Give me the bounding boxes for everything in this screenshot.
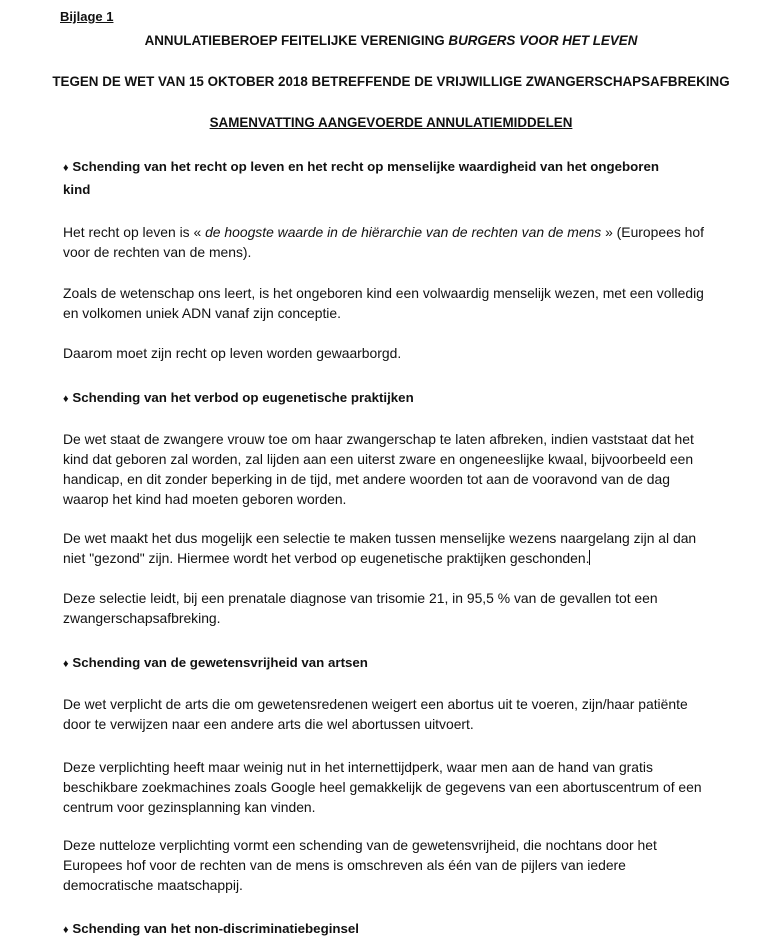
paragraph-text: » (Europees hof voor de rechten van de mens).	[63, 224, 704, 260]
diamond-bullet-icon: ♦	[63, 924, 69, 936]
paragraph: Daarom moet zijn recht op leven worden gewaarborgd.	[63, 345, 402, 361]
section-heading-eugenics	[63, 387, 683, 410]
section-heading-right-to-life	[63, 156, 683, 200]
title-line-1-text: ANNULATIEBEROEP FEITELIJKE VERENIGING	[144, 33, 449, 48]
paragraph	[63, 528, 713, 568]
section-heading-text: Schending van het recht op leven en het recht op menselijke waardigheid van het ongeboren	[72, 159, 659, 174]
paragraph: Zoals de wetenschap ons leert, is het ongeboren kind een volwaardig menselijk wezen, met een volledig en volkomen uniek ADN vanaf zijn conceptie.	[63, 285, 704, 321]
section-heading-text: Schending van de gewetensvrijheid van artsen	[72, 655, 368, 670]
title-line-1	[0, 32, 782, 50]
diamond-bullet-icon: ♦	[63, 393, 69, 405]
title-line-2: TEGEN DE WET VAN 15 OKTOBER 2018 BETREFFENDE DE VRIJWILLIGE ZWANGERSCHAPSAFBREKING	[52, 74, 730, 89]
quote-text: de hoogste waarde in de hiërarchie van de rechten van de mens	[205, 224, 602, 240]
paragraph: Deze verplichting heeft maar weinig nut in het internettijdperk, waar men aan de hand van gratis beschikbare zoekmachines zoals Google heel gemakkelijk de gegevens van een abortuscentrum of een centrum voor gezinsplanning kan vinden.	[63, 759, 702, 815]
section-heading-text-continued: kind	[63, 182, 91, 197]
paragraph: Deze selectie leidt, bij een prenatale diagnose van trisomie 21, in 95,5 % van de gevallen tot een zwangerschapsafbreking.	[63, 590, 658, 626]
paragraph	[63, 222, 713, 262]
section-heading-text: Schending van het non-discriminatiebeginsel	[72, 921, 359, 936]
diamond-bullet-icon: ♦	[63, 162, 69, 174]
section-heading-conscience	[63, 652, 683, 675]
annex-label: Bijlage 1	[60, 9, 114, 24]
text-cursor	[589, 550, 590, 565]
paragraph-text: De wet maakt het dus mogelijk een selectie te maken tussen menselijke wezens naargelang zijn al dan niet "gezond" zijn. Hiermee wordt het verbod op eugenetische praktijken geschonden.	[63, 530, 697, 566]
diamond-bullet-icon: ♦	[63, 658, 69, 670]
paragraph: De wet staat de zwangere vrouw toe om haar zwangerschap te laten afbreken, indien vaststaat dat het kind dat geboren zal worden, zal lijden aan een uiterst zware en ongeneeslijke kwaal, bijvoorbeeld een handicap, en dit zonder beperking in de tijd, met andere woorden tot aan de vooravond van de dag waarop het kind had moeten geboren worden.	[63, 431, 694, 507]
paragraph-text: Het recht op leven is «	[63, 224, 206, 240]
paragraph: Deze nutteloze verplichting vormt een schending van de gewetensvrijheid, die nochtans door het Europees hof voor de rechten van de mens is omschreven als één van de pijlers van iedere democratische maatschappij.	[63, 837, 657, 893]
title-line-1-italic: BURGERS VOOR HET LEVEN	[448, 33, 638, 48]
paragraph: De wet verplicht de arts die om gewetensredenen weigert een abortus uit te voeren, zijn/haar patiënte door te verwijzen naar een andere arts die wel abortussen uitvoert.	[63, 696, 688, 732]
summary-heading: SAMENVATTING AANGEVOERDE ANNULATIEMIDDELEN	[209, 115, 573, 130]
section-heading-non-discrimination	[63, 918, 683, 941]
section-heading-text: Schending van het verbod op eugenetische praktijken	[72, 390, 414, 405]
